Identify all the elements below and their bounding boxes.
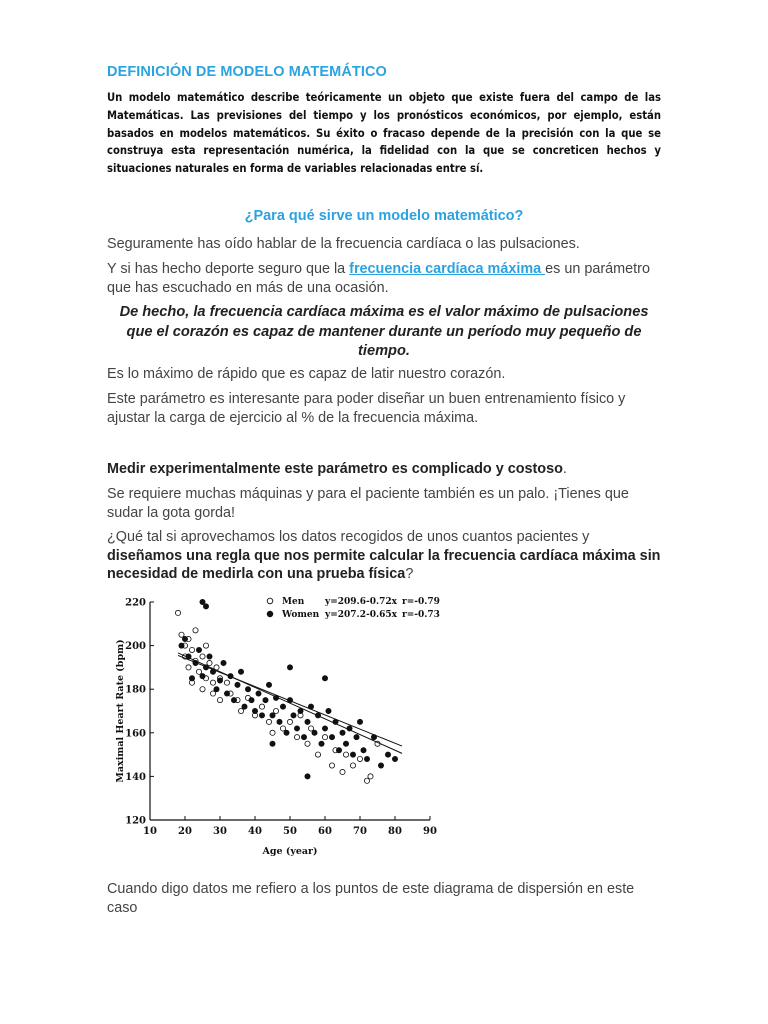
men-data-point: [368, 774, 373, 779]
x-tick-label: 20: [178, 826, 192, 837]
women-data-point: [235, 682, 240, 687]
y-tick-label: 200: [125, 641, 146, 653]
scatter-chart-svg: [100, 590, 450, 860]
y-tick-label: 160: [125, 728, 146, 740]
women-data-point: [200, 599, 205, 604]
women-data-point: [340, 730, 345, 735]
max-heart-rate-link[interactable]: frecuencia cardíaca máxima: [349, 261, 546, 277]
x-axis-label: Age (year): [262, 846, 318, 857]
section-subtitle: ¿Para qué sirve un modelo matemático?: [244, 208, 524, 224]
legend-label-women: Women: [282, 610, 320, 620]
women-data-point: [322, 676, 327, 681]
x-tick-label: 70: [353, 826, 367, 837]
paragraph-heart-rate: Seguramente has oído hablar de la frecuencia cardíaca o las pulsaciones.: [107, 236, 580, 252]
y-tick-label: 180: [125, 684, 146, 696]
paragraph-text: ¿Qué tal si aprovechamos los datos recogidos de unos cuantos pacientes y: [107, 529, 590, 545]
men-data-point: [340, 769, 345, 774]
paragraph-max-speed: Es lo máximo de rápido que es capaz de latir nuestro corazón.: [107, 366, 506, 382]
men-data-point: [305, 741, 310, 746]
women-data-point: [305, 774, 310, 779]
women-data-point: [203, 604, 208, 609]
legend-equation-women: y=207.2-0.65x: [325, 610, 397, 620]
scatter-chart: [100, 590, 450, 860]
women-data-point: [291, 713, 296, 718]
x-tick-label: 90: [423, 826, 437, 837]
x-tick-label: 80: [388, 826, 402, 837]
women-data-point: [284, 730, 289, 735]
men-data-point: [175, 610, 180, 615]
men-data-point: [308, 726, 313, 731]
women-data-point: [231, 698, 236, 703]
men-data-point: [193, 628, 198, 633]
paragraph-text: es un parámetro que has escuchado en más de una ocasión.: [107, 261, 650, 296]
women-data-point: [200, 674, 205, 679]
men-data-point: [322, 735, 327, 740]
women-data-point: [249, 698, 254, 703]
women-data-point: [392, 756, 397, 761]
y-axis-label: Maximal Heart Rate (bpm): [115, 639, 126, 783]
men-data-point: [210, 691, 215, 696]
women-data-point: [224, 691, 229, 696]
men-data-point: [238, 708, 243, 713]
women-data-point: [196, 647, 201, 652]
men-data-point: [207, 660, 212, 665]
definition-quote: De hecho, la frecuencia cardíaca máxima es el valor máximo de pulsaciones que el corazón es capaz de mantener durante un período muy pequeño de tiempo.: [119, 304, 649, 359]
paragraph-scatter-caption: Cuando digo datos me refiero a los puntos de este diagrama de dispersión en este caso: [107, 881, 635, 916]
paragraph-text: ?: [405, 566, 414, 582]
intro-paragraph: Un modelo matemático describe teóricamente un objeto que existe fuera del campo de las Matemáticas. Las previsiones del tiempo y los pronósticos económicos, por ejemplo, están basados en modelos matemáticos. Su éxito o fracaso depende de la precisión con la que se construya esta representación numérica, la fidelidad con la que se concreticen hechos y situaciones naturales en forma de variables relacionadas entre sí.: [107, 91, 661, 176]
women-data-point: [361, 748, 366, 753]
paragraph-rule: [107, 528, 667, 584]
women-data-point: [354, 735, 359, 740]
y-tick-label: 120: [125, 815, 146, 827]
women-data-point: [221, 660, 226, 665]
women-data-point: [270, 741, 275, 746]
men-data-point: [270, 730, 275, 735]
women-data-point: [270, 713, 275, 718]
paragraph-text: .: [562, 461, 567, 477]
men-data-point: [266, 719, 271, 724]
men-data-point: [315, 752, 320, 757]
women-data-point: [301, 735, 306, 740]
men-data-point: [200, 654, 205, 659]
x-tick-label: 30: [213, 826, 227, 837]
legend-r-men: r=-0.79: [402, 597, 440, 607]
paragraph-text: Y si has hecho deporte seguro que la: [107, 261, 350, 277]
men-data-point: [179, 632, 184, 637]
y-tick-label: 220: [125, 597, 146, 609]
women-data-point: [336, 748, 341, 753]
women-data-point: [207, 654, 212, 659]
men-data-point: [343, 752, 348, 757]
women-data-point: [256, 691, 261, 696]
women-data-point: [319, 741, 324, 746]
women-data-point: [277, 719, 282, 724]
men-data-point: [196, 669, 201, 674]
women-data-point: [364, 756, 369, 761]
men-data-point: [287, 719, 292, 724]
women-data-point: [385, 752, 390, 757]
men-data-point: [189, 647, 194, 652]
paragraph-machines: Se requiere muchas máquinas y para el paciente también es un palo. ¡Tienes que sudar la gota gorda!: [107, 486, 629, 521]
women-data-point: [287, 665, 292, 670]
women-data-point: [305, 719, 310, 724]
women-data-point: [238, 669, 243, 674]
men-data-point: [294, 735, 299, 740]
men-data-point: [203, 643, 208, 648]
x-tick-label: 60: [318, 826, 332, 837]
paragraph-training: Este parámetro es interesante para poder diseñar un buen entrenamiento físico y ajustar la carga de ejercicio al % de la frecuencia máxima.: [107, 391, 626, 426]
men-data-point: [259, 704, 264, 709]
men-data-point: [273, 708, 278, 713]
women-data-point: [259, 713, 264, 718]
men-data-point: [280, 726, 285, 731]
paragraph-max-heart-rate: [107, 260, 667, 297]
women-data-point: [263, 698, 268, 703]
women-data-point: [326, 708, 331, 713]
x-tick-label: 10: [143, 826, 157, 837]
women-data-point: [189, 676, 194, 681]
men-data-point: [329, 763, 334, 768]
men-data-point: [350, 763, 355, 768]
women-data-point: [312, 730, 317, 735]
men-data-point: [364, 778, 369, 783]
men-data-point: [186, 665, 191, 670]
women-data-point: [252, 708, 257, 713]
women-data-point: [343, 741, 348, 746]
women-data-point: [245, 687, 250, 692]
women-data-point: [378, 763, 383, 768]
women-data-point: [357, 719, 362, 724]
paragraph-measurement: [107, 460, 667, 479]
document-title: DEFINICIÓN DE MODELO MATEMÁTICO: [107, 64, 387, 80]
x-tick-label: 40: [248, 826, 262, 837]
paragraph-bold-text: Medir experimentalmente este parámetro es complicado y costoso: [107, 461, 563, 477]
y-tick-label: 140: [125, 771, 146, 783]
women-data-point: [280, 704, 285, 709]
women-data-point: [182, 636, 187, 641]
women-data-point: [179, 643, 184, 648]
legend-r-women: r=-0.73: [402, 610, 440, 620]
legend-label-men: Men: [282, 597, 305, 607]
men-data-point: [210, 680, 215, 685]
women-data-point: [214, 687, 219, 692]
paragraph-bold-text: diseñamos una regla que nos permite calcular la frecuencia cardíaca máxima sin necesidad de medirla con una prueba física: [107, 547, 661, 582]
men-data-point: [224, 680, 229, 685]
women-data-point: [294, 726, 299, 731]
legend-marker-men: [267, 598, 273, 604]
legend-marker-women: [267, 611, 273, 617]
men-data-point: [217, 698, 222, 703]
women-data-point: [242, 704, 247, 709]
x-tick-label: 50: [283, 826, 297, 837]
women-data-point: [350, 752, 355, 757]
men-data-point: [357, 756, 362, 761]
women-data-point: [217, 678, 222, 683]
women-data-point: [329, 735, 334, 740]
women-data-point: [266, 682, 271, 687]
men-data-point: [200, 687, 205, 692]
legend-equation-men: y=209.6-0.72x: [325, 597, 397, 607]
women-data-point: [322, 726, 327, 731]
